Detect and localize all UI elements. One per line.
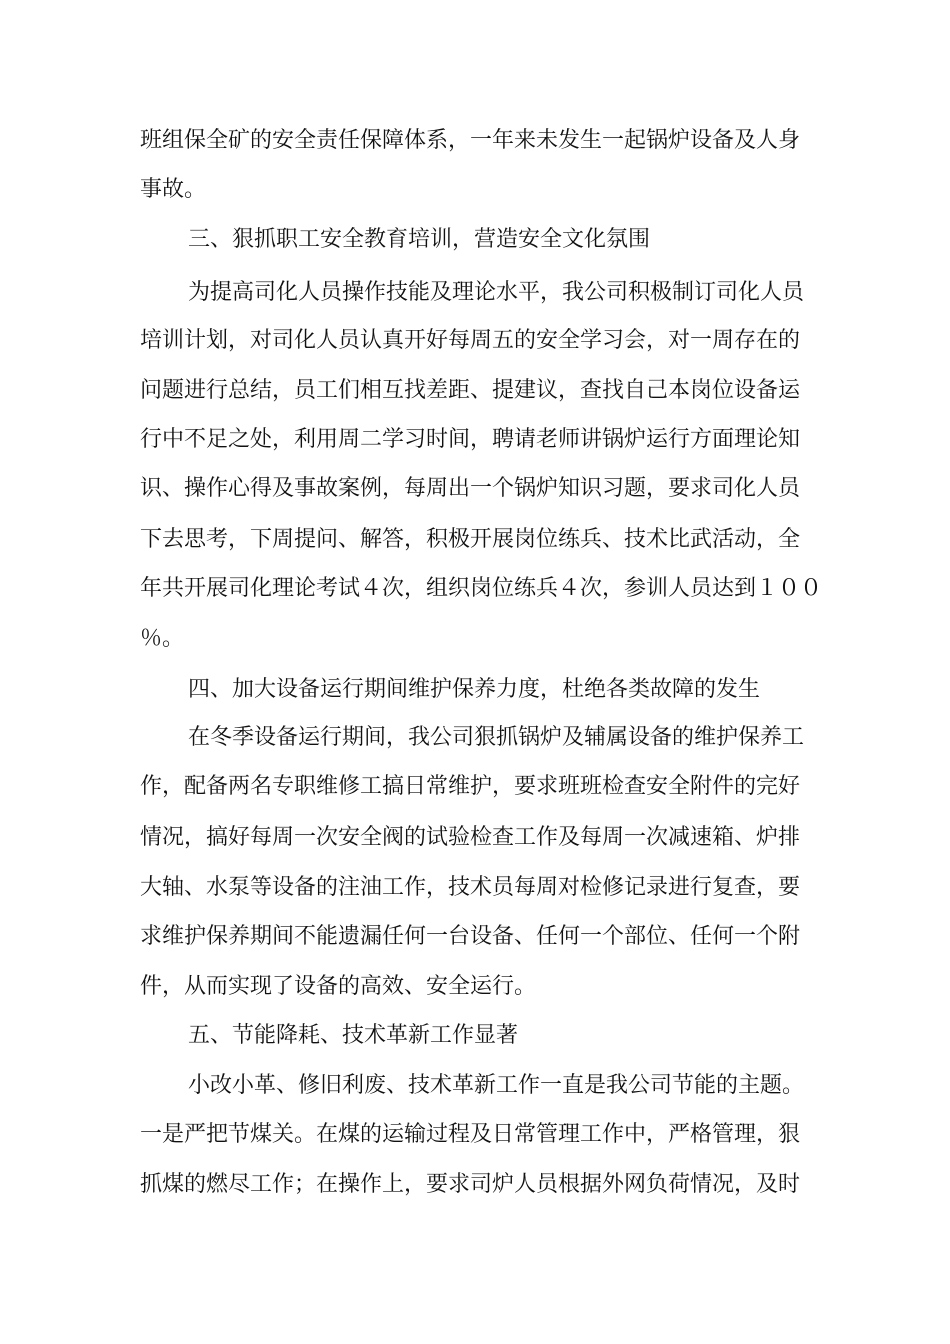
text-line: 小改小革、修旧利废、技术革新工作一直是我公司节能的主题。 (188, 1073, 805, 1098)
text-line: 问题进行总结，员工们相互找差距、提建议，查找自己本岗位设备运 (140, 378, 801, 403)
text-line: 一是严把节煤关。在煤的运输过程及日常管理工作中，严格管理，狠 (140, 1122, 801, 1147)
text-line: 为提高司化人员操作技能及理论水平，我公司积极制订司化人员 (188, 280, 805, 305)
text-line: 行中不足之处，利用周二学习时间，聘请老师讲锅炉运行方面理论知 (140, 427, 801, 452)
text-line: 抓煤的燃尽工作；在操作上，要求司炉人员根据外网负荷情况，及时 (140, 1172, 801, 1197)
text-line: 班组保全矿的安全责任保障体系，一年来未发生一起锅炉设备及人身 (140, 128, 801, 153)
text-line: 情况，搞好每周一次安全阀的试验检查工作及每周一次减速箱、炉排 (140, 825, 801, 850)
text-line: 下去思考，下周提问、解答，积极开展岗位练兵、技术比武活动，全 (140, 527, 801, 552)
text-line: ％。 (140, 626, 185, 651)
text-line: 在冬季设备运行期间，我公司狠抓锅炉及辅属设备的维护保养工 (188, 725, 805, 750)
section-heading: 三、狠抓职工安全教育培训，营造安全文化氛围 (188, 227, 651, 252)
text-line: 年共开展司化理论考试４次，组织岗位练兵４次，参训人员达到１００ (140, 576, 823, 601)
section-heading: 五、节能降耗、技术革新工作显著 (188, 1023, 519, 1048)
text-line: 求维护保养期间不能遗漏任何一台设备、任何一个部位、任何一个附 (140, 924, 801, 949)
section-heading: 四、加大设备运行期间维护保养力度，杜绝各类故障的发生 (188, 677, 761, 702)
text-line: 识、操作心得及事故案例，每周出一个锅炉知识习题，要求司化人员 (140, 476, 801, 501)
text-line: 大轴、水泵等设备的注油工作，技术员每周对检修记录进行复查，要 (140, 875, 801, 900)
text-line: 培训计划，对司化人员认真开好每周五的安全学习会，对一周存在的 (140, 328, 801, 353)
text-line: 作，配备两名专职维修工搞日常维护，要求班班检查安全附件的完好 (140, 774, 801, 799)
text-line: 件，从而实现了设备的高效、安全运行。 (140, 974, 537, 999)
text-line: 事故。 (140, 177, 207, 202)
